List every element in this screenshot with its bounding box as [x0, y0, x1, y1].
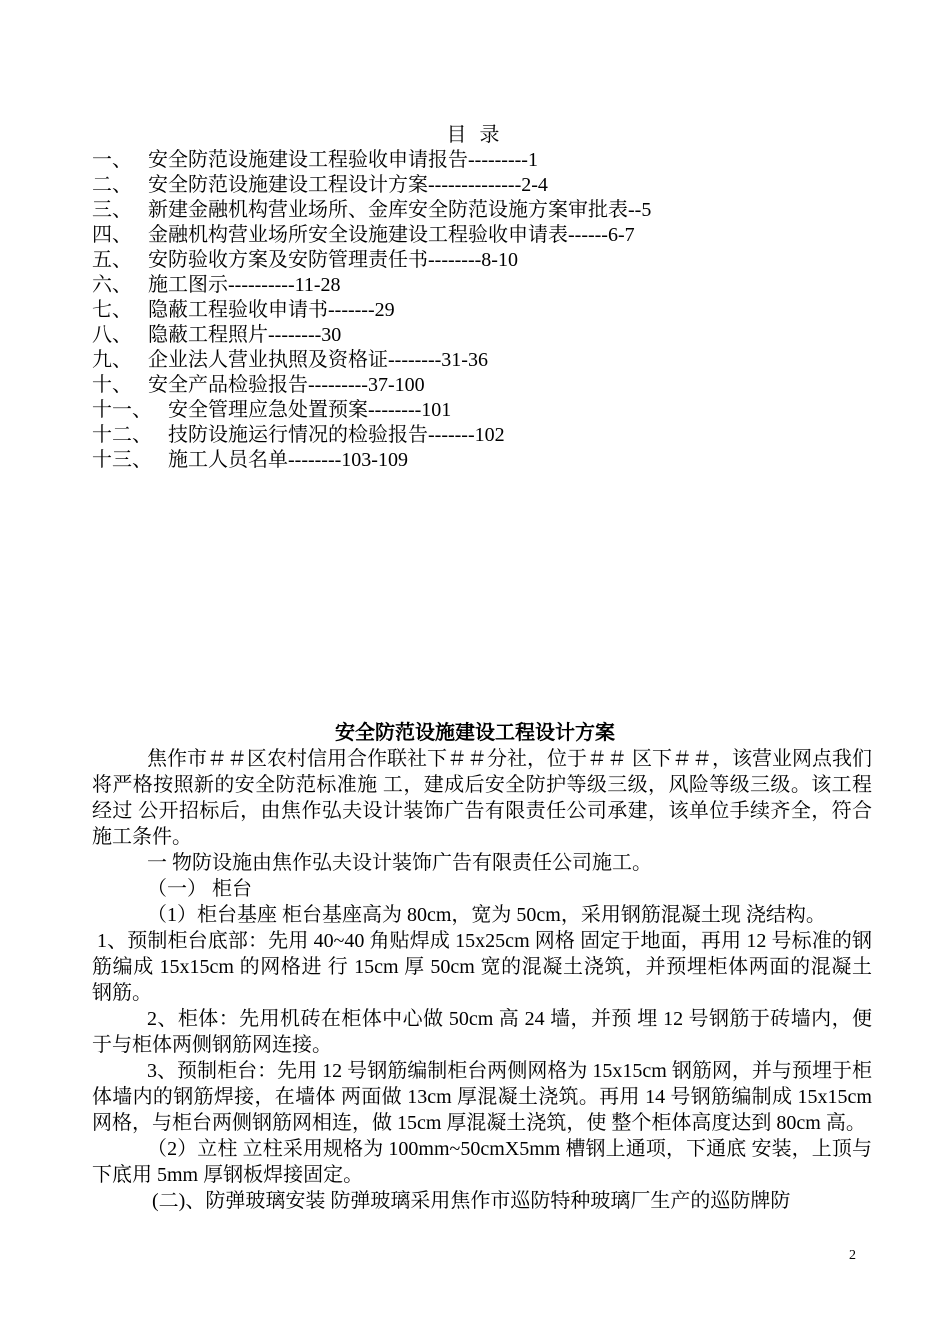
toc-item — [92, 373, 872, 398]
toc-item-text: 施工人员名单--------103-109 — [168, 449, 408, 471]
paragraph: （2）立柱 立柱采用规格为 100mm~50cmX5mm 槽钢上通项，下通底 安装，上顶与下底用 5mm 厚钢板焊接固定。 — [92, 1138, 872, 1186]
toc-item — [92, 398, 872, 423]
toc-item-number: 三、 — [92, 199, 132, 221]
paragraph: （1）柜台基座 柜台基座高为 80cm，宽为 50cm，采用钢筋混凝土现 浇结构。 — [147, 904, 826, 926]
toc-item-text: 隐蔽工程验收申请书-------29 — [148, 299, 395, 321]
section-heading: （一） 柜台 — [147, 878, 252, 900]
toc-item-text: 企业法人营业执照及资格证--------31-36 — [148, 349, 488, 371]
toc-item-text: 安全防范设施建设工程验收申请报告---------1 — [148, 149, 538, 171]
toc-item-text: 隐蔽工程照片--------30 — [148, 324, 342, 346]
page-number: 2 — [849, 1248, 856, 1263]
paragraph: 3、预制柜台：先用 12 号钢筋编制柜台两侧网格为 15x15cm 钢筋网，并与预埋于柜体墙内的钢筋焊接，在墙体 两面做 13cm 厚混凝土浇筑。再用 14 号钢筋编制成 15x15cm 网格，与柜台两侧钢筋网相连，做 15cm 厚混凝土浇筑，使 整个柜体高度达到 80cm 高。 — [92, 1060, 872, 1134]
paragraph: 一 物防设施由焦作弘夫设计装饰广告有限责任公司施工。 — [147, 852, 652, 874]
toc-item-number: 十三、 — [92, 449, 152, 471]
paragraph: (二)、防弹玻璃安装 防弹玻璃采用焦作市巡防特种玻璃厂生产的巡防牌防 — [152, 1190, 791, 1212]
toc-item — [92, 323, 872, 348]
toc-item — [92, 273, 872, 298]
document-body — [92, 746, 872, 1214]
toc-item — [92, 198, 872, 223]
toc-item-number: 十二、 — [92, 424, 152, 446]
toc-item — [92, 348, 872, 373]
paragraph: 焦作市＃＃区农村信用合作联社下＃＃分社，位于＃＃ 区下＃＃，该营业网点我们将严格按照新的安全防范标准施 工，建成后安全防护等级三级，风险等级三级。该工程经过 公开招标后，由焦作弘夫设计装饰广告有限责任公司承建，该单位手续齐全，符合施工条件。 — [92, 748, 872, 848]
toc-item-number: 十一、 — [92, 399, 152, 421]
toc-item-text: 安全管理应急处置预案--------101 — [168, 399, 452, 421]
toc-item-number: 五、 — [92, 249, 132, 271]
toc-item — [92, 148, 872, 173]
toc-item-text: 安全防范设施建设工程设计方案--------------2-4 — [148, 174, 548, 196]
toc-item-text: 安防验收方案及安防管理责任书--------8-10 — [148, 249, 518, 271]
toc-item — [92, 298, 872, 323]
toc-item-number: 九、 — [92, 349, 132, 371]
toc-item-text: 技防设施运行情况的检验报告-------102 — [168, 424, 505, 446]
toc-item-number: 四、 — [92, 224, 132, 246]
paragraph: 2、柜体：先用机砖在柜体中心做 50cm 高 24 墙，并预 埋 12 号钢筋于砖墙内，便于与柜体两侧钢筋网连接。 — [92, 1008, 872, 1056]
toc-item-text: 安全产品检验报告---------37-100 — [148, 374, 425, 396]
document-title: 安全防范设施建设工程设计方案 — [335, 722, 615, 744]
toc-item-text: 施工图示----------11-28 — [148, 274, 341, 296]
toc-item-number: 二、 — [92, 174, 132, 196]
toc-item-number: 六、 — [92, 274, 132, 296]
toc-item — [92, 173, 872, 198]
paragraph: 1、预制柜台底部：先用 40~40 角贴焊成 15x25cm 网格 固定于地面，再用 12 号标准的钢筋编成 15x15cm 的网格进 行 15cm 厚 50cm 宽的混凝土浇筑，并预埋柜体两面的混凝土 钢筋。 — [92, 930, 872, 1004]
toc-item-number: 十、 — [92, 374, 132, 396]
toc-item-number: 八、 — [92, 324, 132, 346]
toc-item-text: 新建金融机构营业场所、金库安全防范设施方案审批表--5 — [148, 199, 652, 221]
toc-item — [92, 448, 872, 473]
toc-item-number: 七、 — [92, 299, 132, 321]
toc-item-text: 金融机构营业场所安全设施建设工程验收申请表------6-7 — [148, 224, 635, 246]
table-of-contents — [92, 148, 872, 473]
toc-item — [92, 248, 872, 273]
toc-item-number: 一、 — [92, 149, 132, 171]
toc-title: 目 录 — [446, 124, 504, 146]
toc-item — [92, 223, 872, 248]
toc-item — [92, 423, 872, 448]
